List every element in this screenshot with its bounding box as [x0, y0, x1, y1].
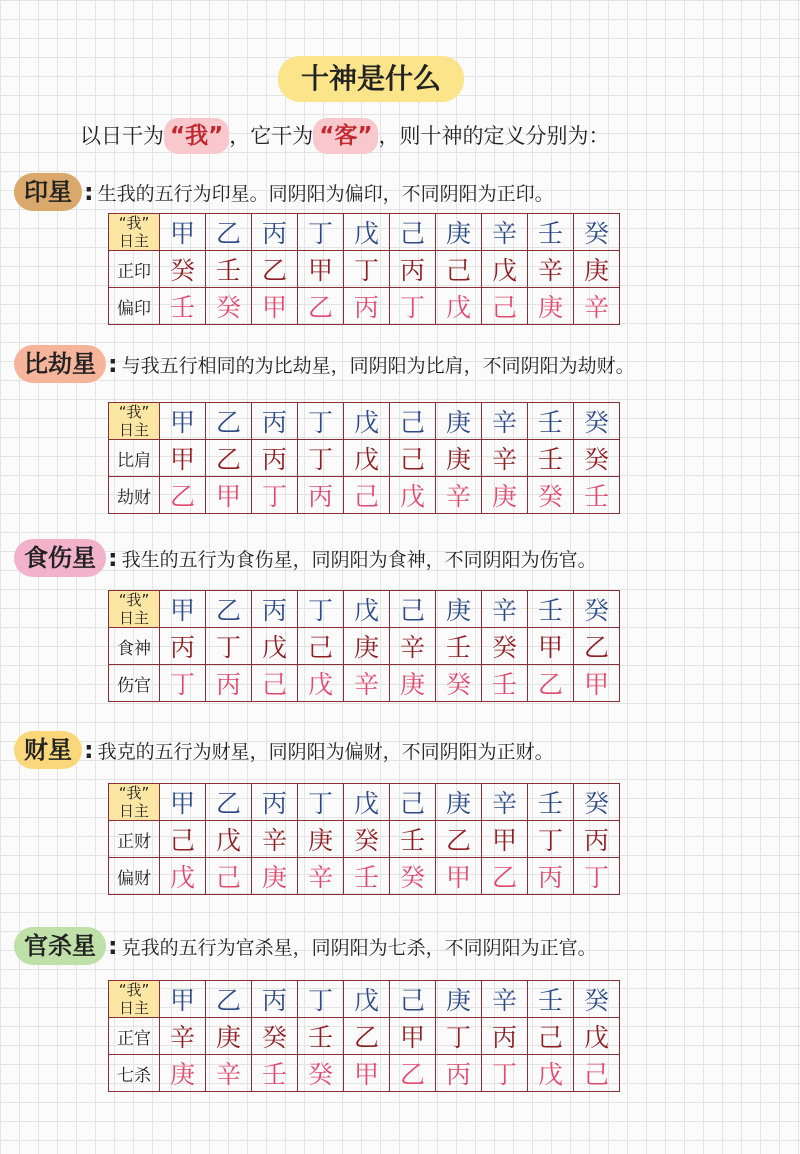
day-master-label: [109, 403, 160, 440]
row-secondary: [109, 858, 620, 895]
stem-cell: 壬: [298, 1018, 344, 1055]
stem-cell: 壬: [528, 214, 574, 251]
section-heading: [14, 926, 597, 966]
stem-cell: 癸: [298, 1055, 344, 1092]
stem-cell: 丁: [574, 858, 620, 895]
day-master-row: [109, 981, 620, 1018]
intro-pre: 以日干为: [80, 124, 164, 148]
stem-cell: 丙: [390, 251, 436, 288]
stem-cell: 壬: [390, 821, 436, 858]
stem-cell: 乙: [206, 440, 252, 477]
stem-cell: 丙: [344, 288, 390, 325]
stem-cell: 丙: [252, 440, 298, 477]
stem-cell: 甲: [574, 665, 620, 702]
stem-cell: 戊: [482, 251, 528, 288]
stem-cell: 乙: [160, 477, 206, 514]
stem-cell: 癸: [574, 784, 620, 821]
row-primary: [109, 440, 620, 477]
stem-cell: 戊: [528, 1055, 574, 1092]
stem-cell: 癸: [574, 591, 620, 628]
intro-wo-highlight: “我”: [164, 118, 229, 154]
section-tag: 财星: [14, 731, 82, 769]
stem-cell: 壬: [528, 591, 574, 628]
stem-cell: 壬: [528, 440, 574, 477]
stem-cell: 丁: [298, 440, 344, 477]
intro-line: [80, 118, 780, 154]
stem-cell: 庚: [252, 858, 298, 895]
stem-cell: 戊: [390, 477, 436, 514]
stem-cell: 庚: [436, 591, 482, 628]
stem-cell: 戊: [298, 665, 344, 702]
stem-cell: 庚: [436, 214, 482, 251]
stem-cell: 戊: [436, 288, 482, 325]
day-master-label-line2: 日主: [118, 999, 149, 1017]
stem-cell: 辛: [482, 591, 528, 628]
section-description: 与我五行相同的为比劫星，同阴阳为比肩，不同阴阳为劫财。: [121, 354, 635, 377]
section-heading: [14, 344, 635, 384]
stem-cell: 丙: [252, 784, 298, 821]
stem-cell: 壬: [344, 858, 390, 895]
stem-cell: 甲: [160, 591, 206, 628]
stem-cell: 甲: [160, 214, 206, 251]
stem-cell: 己: [482, 288, 528, 325]
stem-cell: 乙: [436, 821, 482, 858]
stem-cell: 乙: [482, 858, 528, 895]
ten-gods-table: [108, 590, 620, 702]
section-heading: [14, 538, 597, 578]
stem-cell: 甲: [344, 1055, 390, 1092]
stem-cell: 壬: [160, 288, 206, 325]
ten-gods-table: [108, 213, 620, 325]
stem-cell: 庚: [206, 1018, 252, 1055]
stem-cell: 丁: [298, 981, 344, 1018]
section-heading: [14, 730, 554, 770]
stem-cell: 庚: [160, 1055, 206, 1092]
stem-cell: 丙: [160, 628, 206, 665]
stem-cell: 庚: [436, 403, 482, 440]
row-label: 比肩: [109, 440, 160, 477]
stem-cell: 壬: [436, 628, 482, 665]
stem-cell: 戊: [160, 858, 206, 895]
stem-cell: 丙: [528, 858, 574, 895]
stem-cell: 辛: [390, 628, 436, 665]
row-label: 食神: [109, 628, 160, 665]
day-master-label-line1: “我”: [118, 591, 150, 609]
stem-cell: 甲: [206, 477, 252, 514]
stem-cell: 壬: [252, 1055, 298, 1092]
stem-cell: 癸: [252, 1018, 298, 1055]
stem-cell: 己: [390, 214, 436, 251]
stem-cell: 辛: [482, 214, 528, 251]
stem-cell: 丙: [206, 665, 252, 702]
stem-cell: 乙: [390, 1055, 436, 1092]
stem-cell: 乙: [206, 784, 252, 821]
stem-cell: 己: [344, 477, 390, 514]
day-master-label-line1: “我”: [118, 214, 150, 232]
stem-cell: 庚: [436, 784, 482, 821]
stem-cell: 己: [528, 1018, 574, 1055]
day-master-label-line2: 日主: [118, 421, 149, 439]
stem-cell: 乙: [206, 981, 252, 1018]
stem-cell: 壬: [206, 251, 252, 288]
day-master-label: [109, 784, 160, 821]
stem-cell: 辛: [528, 251, 574, 288]
stem-cell: 癸: [482, 628, 528, 665]
stem-cell: 戊: [344, 440, 390, 477]
section-description: 生我的五行为印星。同阴阳为偏印，不同阴阳为正印。: [97, 182, 554, 205]
day-master-row: [109, 591, 620, 628]
stem-cell: 丙: [252, 403, 298, 440]
stem-cell: 辛: [344, 665, 390, 702]
stem-cell: 丁: [436, 1018, 482, 1055]
stem-cell: 癸: [574, 981, 620, 1018]
stem-cell: 己: [436, 251, 482, 288]
section-tag: 比劫星: [14, 345, 106, 383]
stem-cell: 丁: [298, 214, 344, 251]
row-label: 偏印: [109, 288, 160, 325]
section-colon: :: [84, 178, 94, 206]
stem-cell: 己: [160, 821, 206, 858]
stem-cell: 辛: [482, 981, 528, 1018]
stem-cell: 辛: [206, 1055, 252, 1092]
section-colon: :: [108, 544, 118, 572]
stem-cell: 癸: [574, 440, 620, 477]
stem-cell: 戊: [344, 784, 390, 821]
stem-cell: 丁: [390, 288, 436, 325]
section-colon: :: [84, 736, 94, 764]
stem-cell: 癸: [344, 821, 390, 858]
stem-cell: 乙: [206, 591, 252, 628]
stem-cell: 戊: [206, 821, 252, 858]
row-label: 七杀: [109, 1055, 160, 1092]
stem-cell: 己: [390, 591, 436, 628]
stem-cell: 戊: [344, 403, 390, 440]
stem-cell: 丙: [252, 981, 298, 1018]
stem-cell: 乙: [206, 403, 252, 440]
row-label: 劫财: [109, 477, 160, 514]
day-master-label-line1: “我”: [118, 403, 150, 421]
day-master-label-line1: “我”: [118, 981, 150, 999]
ten-gods-table: [108, 783, 620, 895]
stem-cell: 丙: [482, 1018, 528, 1055]
section-tag: 食伤星: [14, 539, 106, 577]
stem-cell: 甲: [160, 784, 206, 821]
stem-cell: 壬: [528, 784, 574, 821]
row-label: 正官: [109, 1018, 160, 1055]
stem-cell: 庚: [436, 981, 482, 1018]
stem-cell: 乙: [574, 628, 620, 665]
day-master-label: [109, 981, 160, 1018]
ten-gods-table: [108, 402, 620, 514]
stem-cell: 己: [298, 628, 344, 665]
stem-cell: 丁: [344, 251, 390, 288]
section-colon: :: [108, 932, 118, 960]
intro-post: ，则十神的定义分别为：: [378, 124, 610, 148]
stem-cell: 辛: [298, 858, 344, 895]
intro-ke-highlight: “客”: [313, 118, 378, 154]
row-secondary: [109, 1055, 620, 1092]
stem-cell: 己: [390, 784, 436, 821]
section-tag: 官杀星: [14, 927, 106, 965]
stem-cell: 庚: [528, 288, 574, 325]
stem-cell: 乙: [344, 1018, 390, 1055]
stem-cell: 丁: [206, 628, 252, 665]
stem-cell: 丁: [298, 403, 344, 440]
day-master-label-line2: 日主: [118, 609, 149, 627]
section-colon: :: [108, 350, 118, 378]
row-primary: [109, 821, 620, 858]
stem-cell: 辛: [252, 821, 298, 858]
stem-cell: 癸: [390, 858, 436, 895]
stem-cell: 己: [390, 981, 436, 1018]
day-master-row: [109, 214, 620, 251]
stem-cell: 庚: [574, 251, 620, 288]
stem-cell: 庚: [436, 440, 482, 477]
day-master-label-line1: “我”: [118, 784, 150, 802]
day-master-label-line2: 日主: [118, 802, 149, 820]
stem-cell: 己: [206, 858, 252, 895]
stem-cell: 戊: [574, 1018, 620, 1055]
stem-cell: 辛: [160, 1018, 206, 1055]
stem-cell: 甲: [482, 821, 528, 858]
day-master-label: [109, 214, 160, 251]
section-heading: [14, 172, 554, 212]
stem-cell: 丁: [252, 477, 298, 514]
ten-gods-table: [108, 980, 620, 1092]
stem-cell: 丁: [298, 784, 344, 821]
stem-cell: 丙: [298, 477, 344, 514]
stem-cell: 丁: [482, 1055, 528, 1092]
row-label: 偏财: [109, 858, 160, 895]
stem-cell: 丙: [252, 591, 298, 628]
stem-cell: 戊: [344, 214, 390, 251]
stem-cell: 甲: [160, 981, 206, 1018]
stem-cell: 丁: [528, 821, 574, 858]
stem-cell: 辛: [482, 403, 528, 440]
section-description: 我生的五行为食伤星，同阴阳为食神，不同阴阳为伤官。: [121, 548, 597, 571]
row-secondary: [109, 477, 620, 514]
stem-cell: 己: [390, 440, 436, 477]
stem-cell: 丙: [436, 1055, 482, 1092]
stem-cell: 戊: [344, 981, 390, 1018]
stem-cell: 辛: [436, 477, 482, 514]
section-tag: 印星: [14, 173, 82, 211]
stem-cell: 甲: [160, 440, 206, 477]
stem-cell: 甲: [160, 403, 206, 440]
stem-cell: 庚: [482, 477, 528, 514]
stem-cell: 乙: [206, 214, 252, 251]
stem-cell: 甲: [252, 288, 298, 325]
stem-cell: 癸: [436, 665, 482, 702]
stem-cell: 辛: [482, 440, 528, 477]
stem-cell: 甲: [298, 251, 344, 288]
stem-cell: 癸: [206, 288, 252, 325]
stem-cell: 庚: [298, 821, 344, 858]
stem-cell: 辛: [574, 288, 620, 325]
stem-cell: 甲: [436, 858, 482, 895]
stem-cell: 癸: [574, 214, 620, 251]
stem-cell: 丙: [574, 821, 620, 858]
stem-cell: 丙: [252, 214, 298, 251]
stem-cell: 己: [252, 665, 298, 702]
stem-cell: 乙: [298, 288, 344, 325]
row-primary: [109, 251, 620, 288]
stem-cell: 壬: [528, 981, 574, 1018]
stem-cell: 壬: [574, 477, 620, 514]
section-description: 我克的五行为财星，同阴阳为偏财，不同阴阳为正财。: [97, 740, 554, 763]
row-primary: [109, 1018, 620, 1055]
stem-cell: 乙: [528, 665, 574, 702]
stem-cell: 乙: [252, 251, 298, 288]
stem-cell: 己: [390, 403, 436, 440]
stem-cell: 癸: [574, 403, 620, 440]
row-label: 伤官: [109, 665, 160, 702]
stem-cell: 己: [574, 1055, 620, 1092]
intro-mid: ，它干为: [229, 124, 314, 148]
stem-cell: 戊: [344, 591, 390, 628]
row-secondary: [109, 288, 620, 325]
stem-cell: 丁: [160, 665, 206, 702]
day-master-row: [109, 403, 620, 440]
stem-cell: 辛: [482, 784, 528, 821]
stem-cell: 壬: [482, 665, 528, 702]
day-master-label: [109, 591, 160, 628]
page-title: 十神是什么: [278, 56, 464, 102]
section-description: 克我的五行为官杀星，同阴阳为七杀，不同阴阳为正官。: [121, 936, 597, 959]
stem-cell: 庚: [390, 665, 436, 702]
row-label: 正财: [109, 821, 160, 858]
stem-cell: 甲: [390, 1018, 436, 1055]
stem-cell: 癸: [160, 251, 206, 288]
stem-cell: 庚: [344, 628, 390, 665]
row-primary: [109, 628, 620, 665]
stem-cell: 癸: [528, 477, 574, 514]
row-secondary: [109, 665, 620, 702]
stem-cell: 丁: [298, 591, 344, 628]
stem-cell: 壬: [528, 403, 574, 440]
day-master-row: [109, 784, 620, 821]
row-label: 正印: [109, 251, 160, 288]
stem-cell: 戊: [252, 628, 298, 665]
day-master-label-line2: 日主: [118, 232, 149, 250]
stem-cell: 甲: [528, 628, 574, 665]
